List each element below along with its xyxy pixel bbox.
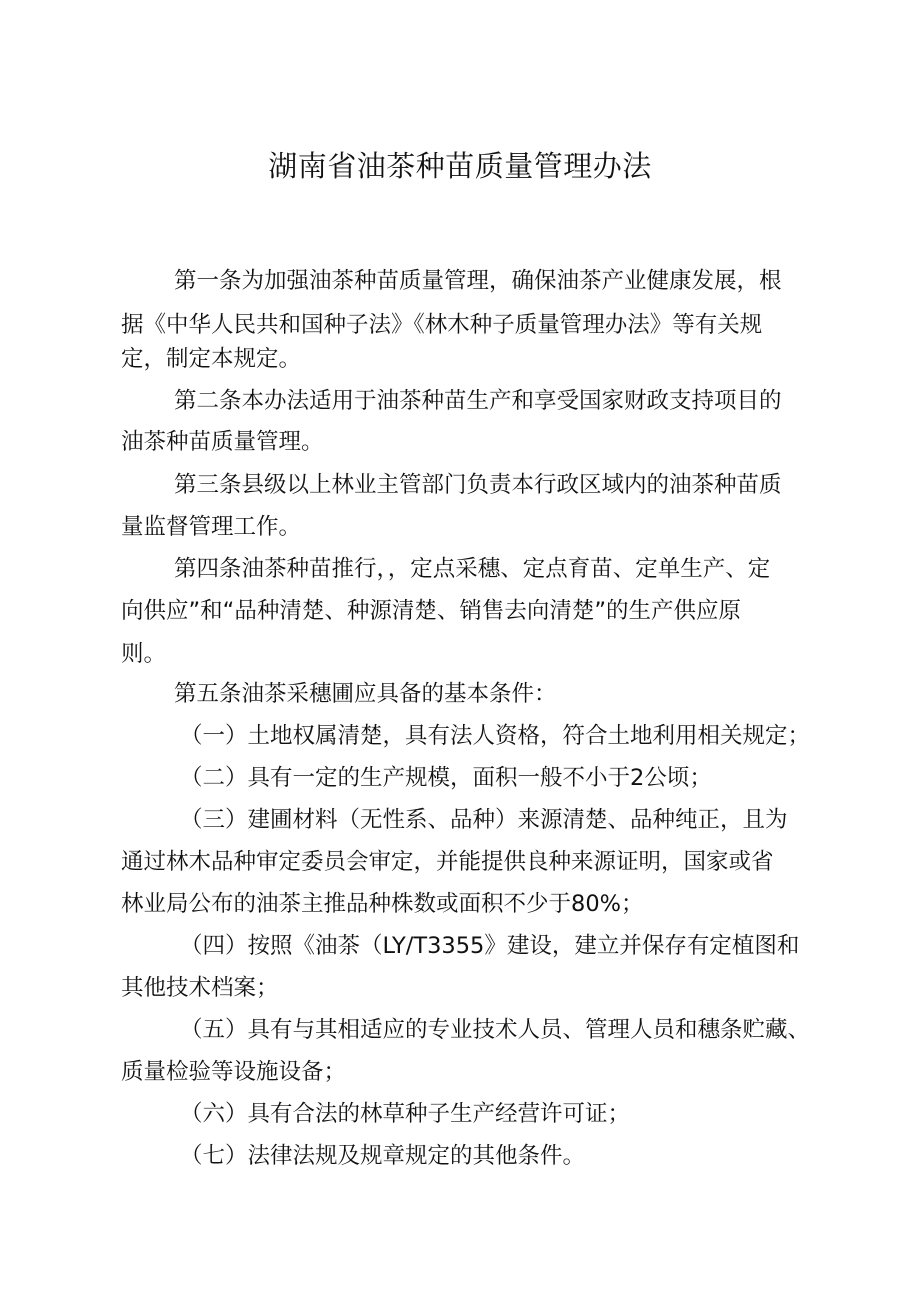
text-line: （四）按照《油茶（LY/T3355》建设，建立并保存有定植图和	[180, 933, 800, 959]
text-line: 质量检验等设施设备；	[121, 1059, 347, 1085]
text-line: 通过林木品种审定委员会审定，并能提供良种来源证明，国家或省	[121, 849, 774, 875]
text-line: 其他技术档案；	[121, 975, 279, 1001]
text-line: 第三条县级以上林业主管部门负责本行政区域内的油茶种苗质	[174, 472, 782, 498]
text-line: 据《中华人民共和国种子法》《林木种子质量管理办法》等有关规	[121, 312, 763, 338]
text-line: 定，制定本规定。	[121, 346, 302, 372]
text-line: 量监督管理工作。	[121, 514, 302, 540]
text-line: （六）具有合法的林草种子生产经营许可证；	[180, 1101, 631, 1127]
text-line: （三）建圃材料（无性系、品种）来源清楚、品种纯正，且为	[180, 807, 788, 833]
text-line: （二）具有一定的生产规模，面积一般不小于2公顷；	[180, 765, 712, 791]
text-line: 第一条为加强油茶种苗质量管理，确保油茶产业健康发展，根	[174, 268, 782, 294]
text-line: 向供应”和“品种清楚、种源清楚、销售去向清楚”的生产供应原	[121, 598, 741, 624]
document-title: 湖南省油茶种苗质量管理办法	[268, 149, 652, 183]
text-line: 第四条油茶种苗推行，，定点采穗、定点育苗、定单生产、定	[174, 556, 771, 582]
text-line: 则。	[121, 641, 167, 667]
text-line: 第五条油茶采穗圃应具备的基本条件：	[174, 681, 557, 707]
text-line: （一）土地权属清楚，具有法人资格，符合土地利用相关规定；	[180, 723, 811, 749]
text-line: 油茶种苗质量管理。	[121, 429, 324, 455]
text-line: （七）法律法规及规章规定的其他条件。	[180, 1143, 586, 1169]
text-line: 第二条本办法适用于油茶种苗生产和享受国家财政支持项目的	[174, 388, 782, 414]
text-line: （五）具有与其相适应的专业技术人员、管理人员和穗条贮藏、	[180, 1017, 811, 1043]
text-line: 林业局公布的油茶主推品种株数或面积不少于80%；	[121, 891, 644, 917]
